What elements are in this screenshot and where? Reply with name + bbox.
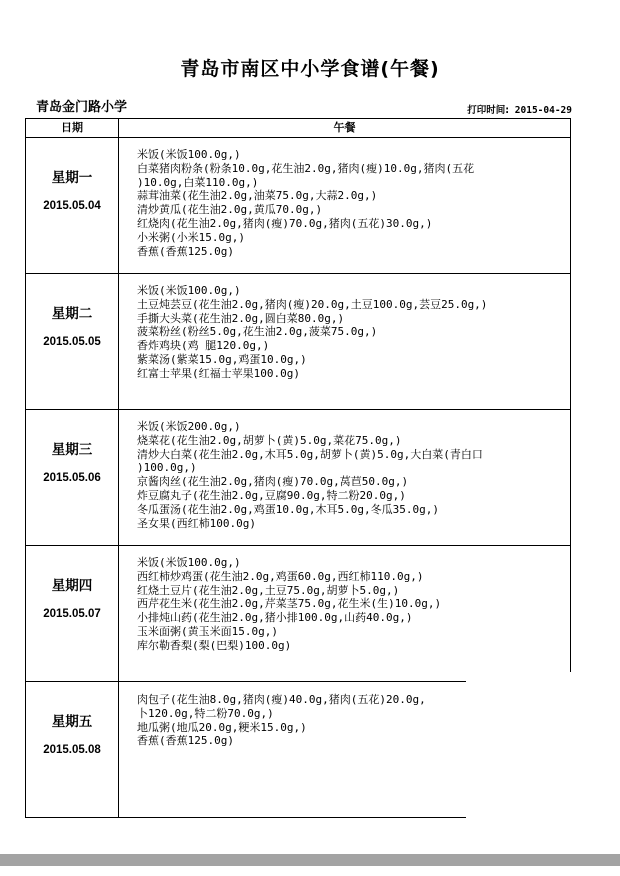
day-cell — [26, 410, 118, 484]
dish: 小排炖山药(花生油2.0g,猪小排100.0g,山药40.0g,) — [137, 611, 413, 625]
day-cell — [26, 138, 118, 212]
date: 2015.05.04 — [43, 200, 101, 212]
date: 2015.05.08 — [43, 744, 101, 756]
dish: 手撕大头菜(花生油2.0g,圆白菜80.0g,) — [137, 311, 345, 325]
dish: 小米粥(小米15.0g,) — [137, 230, 245, 244]
dish: 卜120.0g,特二粉70.0g,) — [137, 706, 274, 720]
dish-list — [137, 420, 569, 530]
day-cell — [26, 274, 118, 348]
table-line — [118, 118, 119, 818]
dish: 米饭(米饭100.0g,) — [137, 556, 241, 569]
dish: 蒜茸油菜(花生油2.0g,油菜75.0g,大蒜2.0g,) — [137, 189, 378, 203]
dish: 香蕉(香蕉125.0g) — [137, 734, 234, 748]
dish: 土豆炖芸豆(花生油2.0g,猪肉(瘦)20.0g,土豆100.0g,芸豆25.0g,) — [137, 297, 488, 311]
day-cell — [26, 546, 118, 620]
dish: 清炒大白菜(花生油2.0g,木耳5.0g,胡萝卜(黄)5.0g,大白菜(青白口 — [137, 447, 483, 461]
dish: 地瓜粥(地瓜20.0g,粳米15.0g,) — [137, 720, 307, 734]
date: 2015.05.06 — [43, 472, 101, 484]
dish: 清炒黄瓜(花生油2.0g,黄瓜70.0g,) — [137, 203, 323, 217]
dish-list — [137, 148, 569, 258]
date: 2015.05.05 — [43, 336, 101, 348]
dish: 烧菜花(花生油2.0g,胡萝卜(黄)5.0g,菜花75.0g,) — [137, 433, 402, 447]
page-title: 青岛市南区中小学食谱(午餐) — [180, 58, 440, 80]
dish: 红烧土豆片(花生油2.0g,土豆75.0g,胡萝卜5.0g,) — [137, 583, 400, 597]
print-date-value: 2015-04-29 — [514, 105, 572, 116]
dish: 米饭(米饭100.0g,) — [137, 284, 241, 297]
weekday: 星期二 — [51, 306, 93, 322]
weekday: 星期三 — [51, 442, 93, 458]
bottom-scroll-bar[interactable] — [0, 854, 620, 866]
dish: 圣女果(西红柿100.0g) — [137, 516, 256, 530]
dish: 西芹花生米(花生油2.0g,芹菜茎75.0g,花生米(生)10.0g,) — [137, 597, 442, 611]
school-name: 青岛金门路小学 — [36, 100, 128, 115]
dish: 白菜猪肉粉条(粉条10.0g,花生油2.0g,猪肉(瘦)10.0g,猪肉(五花 — [137, 161, 475, 175]
dish-list — [137, 556, 569, 653]
date-column-header: 日期 — [61, 121, 83, 134]
dish: 米饭(米饭100.0g,) — [137, 148, 241, 161]
dish: 炸豆腐丸子(花生油2.0g,豆腐90.0g,特二粉20.0g,) — [137, 488, 406, 502]
dish-list — [137, 693, 463, 748]
dish: )100.0g,) — [137, 461, 197, 475]
dish: 西红柿炒鸡蛋(花生油2.0g,鸡蛋60.0g,西红柿110.0g,) — [137, 569, 424, 583]
dish: 香蕉(香蕉125.0g) — [137, 244, 234, 258]
dish: 京酱肉丝(花生油2.0g,猪肉(瘦)70.0g,莴苣50.0g,) — [137, 475, 409, 489]
print-date-label: 打印时间: — [467, 105, 510, 116]
dish: 红富士苹果(红福士苹果100.0g) — [137, 366, 300, 380]
print-date — [467, 102, 572, 116]
dish: )10.0g,白菜110.0g,) — [137, 175, 259, 189]
dish: 菠菜粉丝(粉丝5.0g,花生油2.0g,菠菜75.0g,) — [137, 325, 378, 339]
dish-list — [137, 284, 569, 381]
date: 2015.05.07 — [43, 608, 101, 620]
weekday: 星期五 — [51, 714, 93, 730]
dish: 紫菜汤(紫菜15.0g,鸡蛋10.0g,) — [137, 352, 307, 366]
page-crop — [466, 672, 620, 848]
dish: 冬瓜蛋汤(花生油2.0g,鸡蛋10.0g,木耳5.0g,冬瓜35.0g,) — [137, 502, 439, 516]
weekday: 星期一 — [51, 170, 93, 186]
dish: 肉包子(花生油8.0g,猪肉(瘦)40.0g,猪肉(五花)20.0g, — [137, 693, 426, 706]
lunch-column-header: 午餐 — [333, 121, 356, 134]
dish: 红烧肉(花生油2.0g,猪肉(瘦)70.0g,猪肉(五花)30.0g,) — [137, 216, 433, 230]
day-cell — [26, 682, 118, 756]
dish: 库尔勒香梨(梨(巴梨)100.0g) — [137, 638, 292, 652]
weekday: 星期四 — [51, 578, 93, 594]
dish: 玉米面粥(黄玉米面15.0g,) — [137, 624, 278, 638]
dish: 香炸鸡块(鸡 腿120.0g,) — [137, 339, 270, 353]
dish: 米饭(米饭200.0g,) — [137, 420, 241, 433]
